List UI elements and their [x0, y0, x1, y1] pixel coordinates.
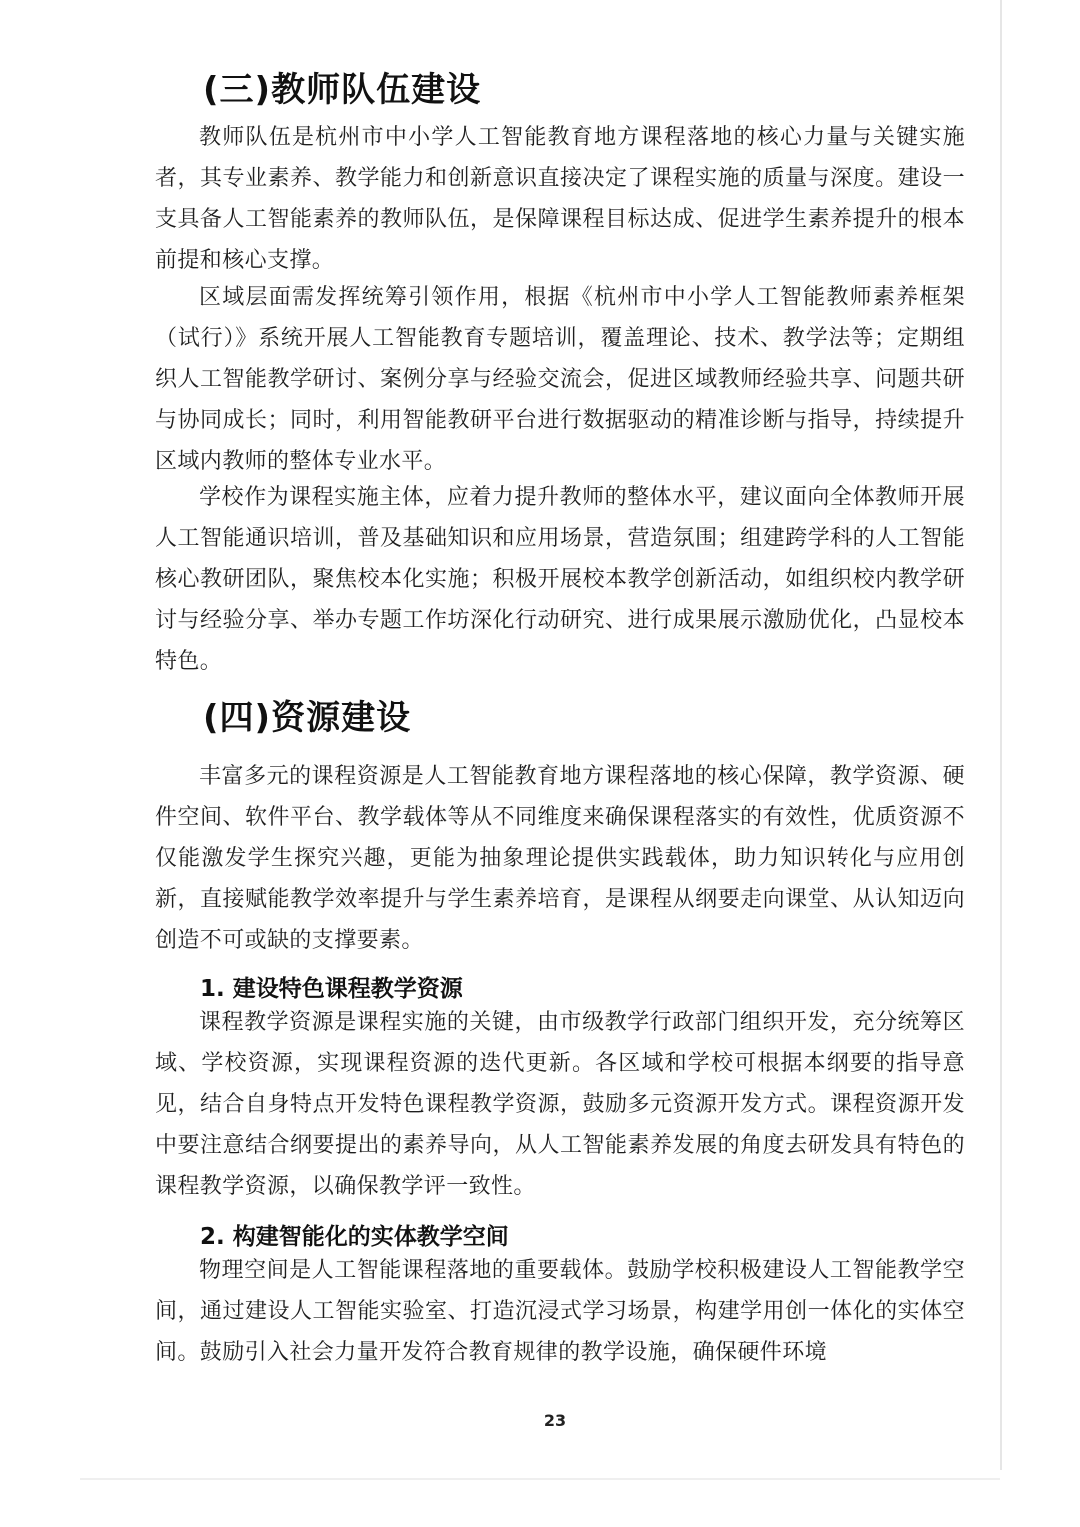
scan-edge-bottom — [80, 1478, 1000, 1480]
subheading-course-resources: 1. 建设特色课程教学资源 — [200, 976, 463, 1002]
section-heading-teachers: (三)教师队伍建设 — [203, 70, 482, 110]
paragraph-teachers-intro: 教师队伍是杭州市中小学人工智能教育地方课程落地的核心力量与关键实施者，其专业素养、教学能力和创新意识直接决定了课程实施的质量与深度。建设一支具备人工智能素养的教师队伍，是保障课程目标达成、促进学生素养提升的根本前提和核心支撑。 — [155, 125, 965, 273]
paragraph-resources-intro: 丰富多元的课程资源是人工智能教育地方课程落地的核心保障，教学资源、硬件空间、软件平台、教学载体等从不同维度来确保课程落实的有效性，优质资源不仅能激发学生探究兴趣，更能为抽象理论提供实践载体，助力知识转化与应用创新，直接赋能教学效率提升与学生素养培育，是课程从纲要走向课堂、从认知迈向创造不可或缺的支撑要素。 — [155, 764, 965, 953]
section-heading-resources: (四)资源建设 — [203, 698, 412, 738]
page-number: 23 — [543, 1411, 567, 1430]
paragraph-course-resources: 课程教学资源是课程实施的关键，由市级教学行政部门组织开发，充分统筹区域、学校资源，实现课程资源的迭代更新。各区域和学校可根据本纲要的指导意见，结合自身特点开发特色课程教学资源，鼓励多元资源开发方式。课程资源开发中要注意结合纲要提出的素养导向，从人工智能素养发展的角度去研发具有特色的课程教学资源，以确保教学评一致性。 — [155, 1010, 965, 1199]
scan-edge-right — [1000, 0, 1002, 1470]
paragraph-teachers-school: 学校作为课程实施主体，应着力提升教师的整体水平，建议面向全体教师开展人工智能通识培训，普及基础知识和应用场景，营造氛围；组建跨学科的人工智能核心教研团队，聚焦校本化实施；积极开展校本教学创新活动，如组织校内教学研讨与经验分享、举办专题工作坊深化行动研究、进行成果展示激励优化，凸显校本特色。 — [155, 485, 965, 674]
paragraph-teachers-regional: 区域层面需发挥统筹引领作用，根据《杭州市中小学人工智能教师素养框架（试行）》系统开展人工智能教育专题培训，覆盖理论、技术、教学法等；定期组织人工智能教学研讨、案例分享与经验交流会，促进区域教师经验共享、问题共研与协同成长；同时，利用智能教研平台进行数据驱动的精准诊断与指导，持续提升区域内教师的整体专业水平。 — [155, 285, 965, 474]
paragraph-physical-space: 物理空间是人工智能课程落地的重要载体。鼓励学校积极建设人工智能教学空间，通过建设人工智能实验室、打造沉浸式学习场景，构建学用创一体化的实体空间。鼓励引入社会力量开发符合教育规律的教学设施，确保硬件环境 — [155, 1258, 965, 1365]
subheading-physical-space: 2. 构建智能化的实体教学空间 — [200, 1224, 509, 1250]
